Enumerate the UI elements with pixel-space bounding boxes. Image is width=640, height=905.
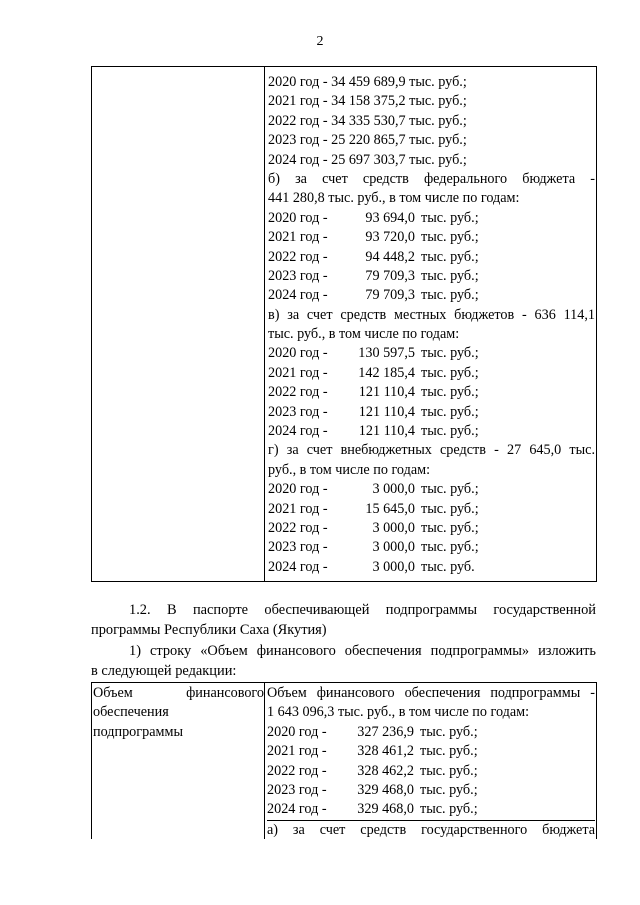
federal-year-line: 2020 год - 93 694,0 тыс. руб.;: [268, 209, 479, 226]
extrabudgetary-year-line: 2023 год - 3 000,0 тыс. руб.;: [268, 539, 479, 556]
year-total-line: 2021 год - 34 158 375,2 тыс. руб.;: [268, 93, 467, 110]
local-budget-heading: в) за счет средств местных бюджетов - 636 114,1: [268, 306, 595, 323]
subprogram-year-line: 2022 год - 328 462,2 тыс. руб.;: [267, 762, 478, 779]
local-year-line: 2020 год - 130 597,5 тыс. руб.;: [268, 345, 479, 362]
subprogram-funding-table: [91, 682, 597, 839]
year-total-line: 2024 год - 25 697 303,7 тыс. руб.;: [268, 151, 467, 168]
label-line: обеспечения: [93, 704, 169, 721]
local-year-line: 2024 год - 121 110,4 тыс. руб.;: [268, 423, 479, 440]
item-1-line2: в следующей редакции:: [91, 663, 237, 679]
item-1-line1: 1) строку «Объем финансового обеспечения подпрограммы» изложить: [129, 643, 596, 659]
extrabudgetary-heading-cont: руб., в том числе по годам:: [268, 461, 431, 478]
extrabudgetary-year-line: 2022 год - 3 000,0 тыс. руб.;: [268, 519, 479, 536]
extrabudgetary-year-line: 2024 год - 3 000,0 тыс. руб.: [268, 558, 475, 575]
subprogram-total-heading: Объем финансового обеспечения подпрограммы -: [267, 685, 595, 701]
subprogram-total-heading-cont: 1 643 096,3 тыс. руб., в том числе по годам:: [267, 704, 530, 721]
federal-budget-heading-cont: 441 280,8 тыс. руб., в том числе по годам:: [268, 190, 520, 207]
state-budget-heading: а) за счет средств государственного бюджета: [267, 821, 595, 838]
extrabudgetary-year-line: 2020 год - 3 000,0 тыс. руб.;: [268, 481, 479, 498]
local-year-line: 2022 год - 121 110,4 тыс. руб.;: [268, 384, 479, 401]
year-total-line: 2020 год - 34 459 689,9 тыс. руб.;: [268, 74, 467, 90]
subprogram-year-line: 2020 год - 327 236,9 тыс. руб.;: [267, 723, 478, 740]
federal-year-line: 2022 год - 94 448,2 тыс. руб.;: [268, 248, 479, 265]
label-line: Объем финансового: [93, 685, 264, 701]
local-year-line: 2023 год - 121 110,4 тыс. руб.;: [268, 403, 479, 420]
page-number: 2: [316, 34, 324, 49]
federal-year-line: 2024 год - 79 709,3 тыс. руб.;: [268, 287, 479, 304]
year-total-line: 2023 год - 25 220 865,7 тыс. руб.;: [268, 132, 467, 149]
subprogram-year-line: 2024 год - 329 468,0 тыс. руб.;: [267, 801, 478, 818]
federal-budget-heading: б) за счет средств федерального бюджета -: [268, 170, 595, 187]
item-1-paragraph: [91, 641, 596, 681]
year-total-line: 2022 год - 34 335 530,7 тыс. руб.;: [268, 112, 467, 129]
section-1-2-line2: программы Республики Саха (Якутия): [91, 622, 327, 638]
table-value-cell: [265, 67, 597, 582]
table-label-cell-empty: [92, 67, 265, 582]
section-1-2-line1: 1.2. В паспорте обеспечивающей подпрограммы государственной: [129, 602, 596, 618]
federal-year-line: 2023 год - 79 709,3 тыс. руб.;: [268, 267, 479, 284]
subprogram-year-line: 2021 год - 328 461,2 тыс. руб.;: [267, 743, 478, 760]
federal-year-line: 2021 год - 93 720,0 тыс. руб.;: [268, 229, 479, 246]
local-budget-heading-cont: тыс. руб., в том числе по годам:: [268, 326, 460, 343]
table-label-cell: [92, 683, 265, 840]
funding-table-continued: [91, 66, 597, 582]
local-year-line: 2021 год - 142 185,4 тыс. руб.;: [268, 364, 479, 381]
table-value-cell: [265, 683, 597, 840]
extrabudgetary-year-line: 2021 год - 15 645,0 тыс. руб.;: [268, 500, 479, 517]
section-1-2-paragraph: [91, 600, 596, 640]
label-line: подпрограммы: [93, 723, 183, 740]
extrabudgetary-heading: г) за счет внебюджетных средств - 27 645,0 тыс.: [268, 442, 595, 459]
subprogram-year-line: 2023 год - 329 468,0 тыс. руб.;: [267, 781, 478, 798]
